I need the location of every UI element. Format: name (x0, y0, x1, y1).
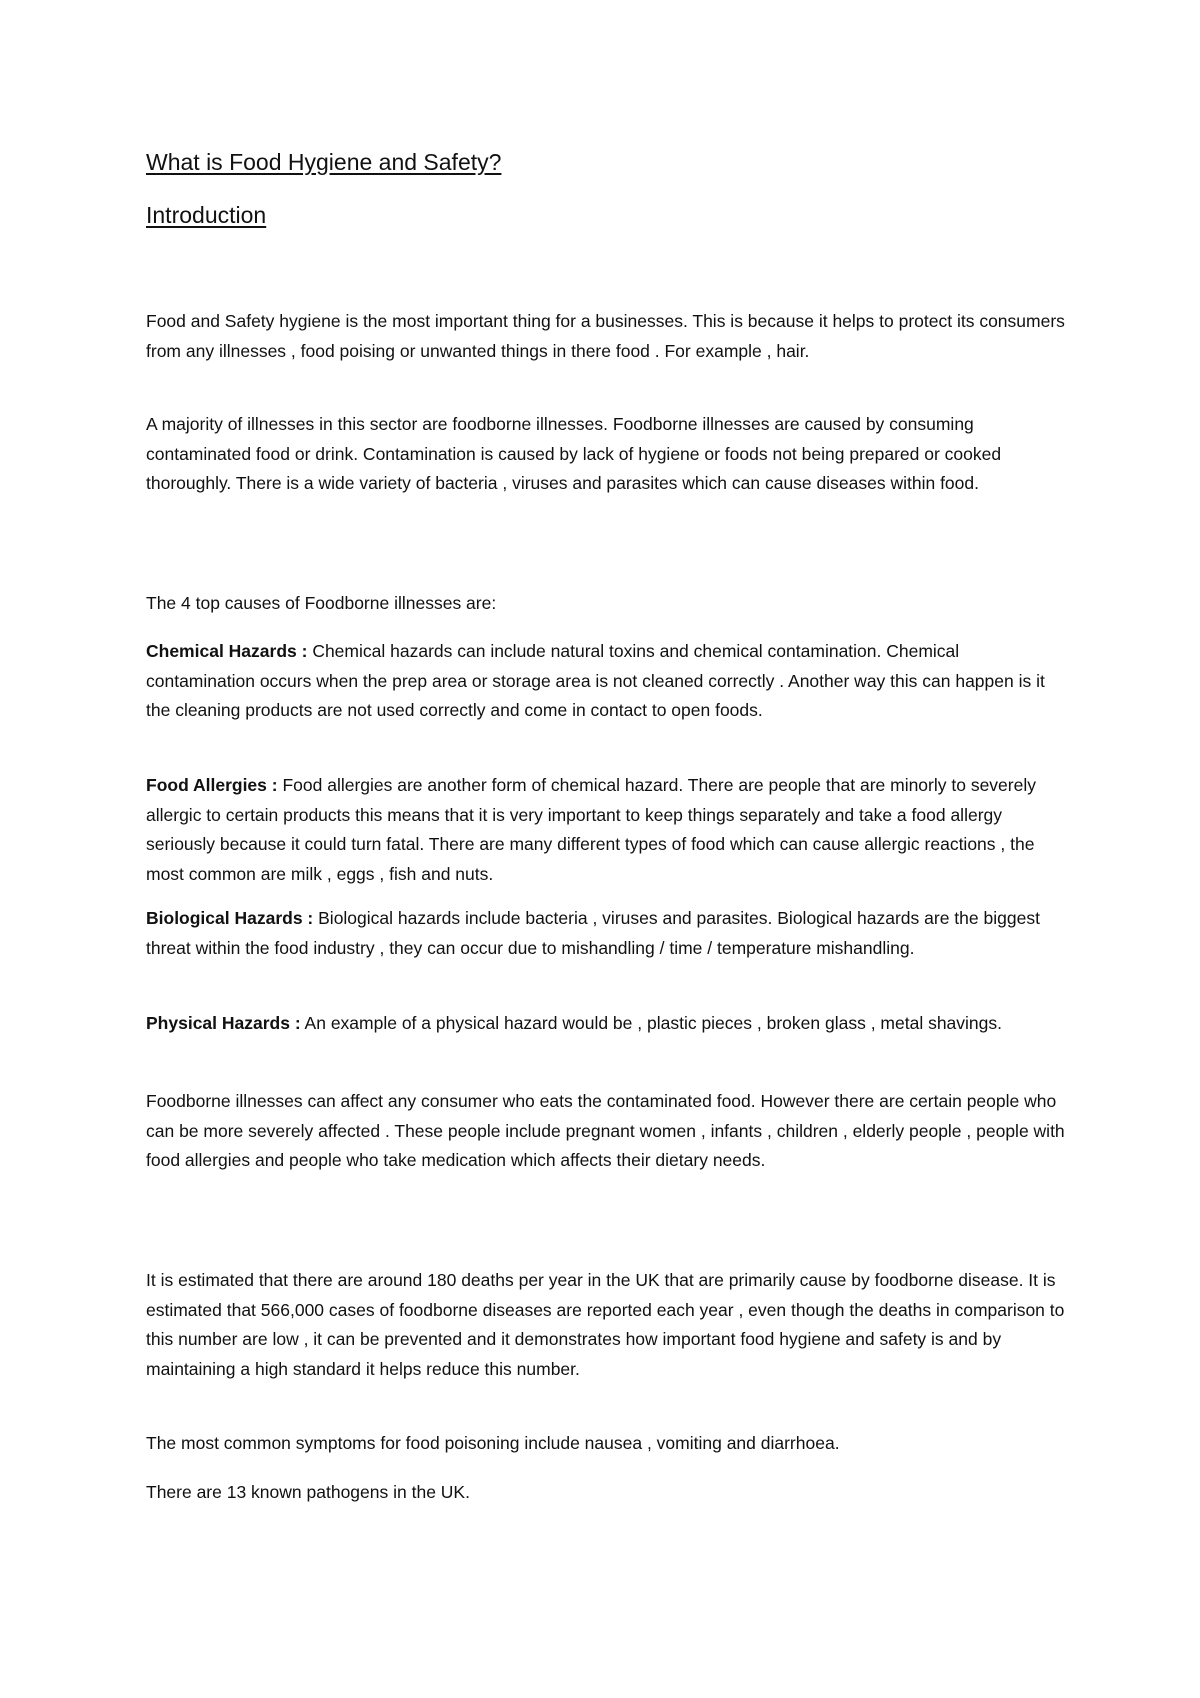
hazard-biological-paragraph (146, 904, 1066, 963)
hazard-biological-term: Biological Hazards : (146, 908, 314, 928)
statistics-paragraph: It is estimated that there are around 180 deaths per year in the UK that are primarily cause by foodborne disease. It is estimated that 566,000 cases of foodborne diseases are reported each year , even though the deaths in comparison to this number are low , it can be prevented and it demonstrates how important food hygiene and safety is and by maintaining a high standard it helps reduce this number. (146, 1270, 1065, 1379)
hazard-chemical-paragraph (146, 637, 1066, 726)
page-title: What is Food Hygiene and Safety? (146, 149, 502, 175)
hazard-chemical-term: Chemical Hazards : (146, 641, 308, 661)
hazard-allergies-term: Food Allergies : (146, 775, 278, 795)
causes-intro-paragraph: The 4 top causes of Foodborne illnesses are: (146, 593, 497, 613)
section-heading-introduction: Introduction (146, 202, 267, 228)
affected-consumers-paragraph: Foodborne illnesses can affect any consumer who eats the contaminated food. However there are certain people who can be more severely affected . These people include pregnant women , infants , children , elderly people , people with food allergies and people who take medication which affects their dietary needs. (146, 1091, 1065, 1170)
hazard-physical-paragraph (146, 1009, 1066, 1039)
hazard-physical-term: Physical Hazards : (146, 1013, 301, 1033)
symptoms-paragraph: The most common symptoms for food poisoning include nausea , vomiting and diarrhoea. (146, 1433, 840, 1453)
pathogens-paragraph: There are 13 known pathogens in the UK. (146, 1482, 470, 1502)
foodborne-illness-paragraph: A majority of illnesses in this sector are foodborne illnesses. Foodborne illnesses are caused by consuming contaminated food or drink. Contamination is caused by lack of hygiene or foods not being prepared or cooked thoroughly. There is a wide variety of bacteria , viruses and parasites which can cause diseases within food. (146, 414, 1002, 493)
hazard-physical-text: An example of a physical hazard would be , plastic pieces , broken glass , metal shavings. (300, 1013, 1003, 1033)
intro-paragraph: Food and Safety hygiene is the most important thing for a businesses. This is because it helps to protect its consumers from any illnesses , food poising or unwanted things in there food . For example , hair. (146, 311, 1065, 361)
hazard-allergies-paragraph (146, 771, 1066, 889)
hazard-biological-text: Biological hazards include bacteria , viruses and parasites. Biological hazards are the biggest threat within the food industry , they can occur due to mishandling / time / temperature mishandling. (146, 908, 1040, 958)
hazard-chemical-text: Chemical hazards can include natural toxins and chemical contamination. Chemical contamination occurs when the prep area or storage area is not cleaned correctly . Another way this can happen is it the cleaning products are not used correctly and come in contact to open foods. (146, 641, 1045, 720)
hazard-allergies-text: Food allergies are another form of chemical hazard. There are people that are minorly to severely allergic to certain products this means that it is very important to keep things separately and take a food allergy seriously because it could turn fatal. There are many different types of food which can cause allergic reactions , the most common are milk , eggs , fish and nuts. (146, 775, 1036, 884)
